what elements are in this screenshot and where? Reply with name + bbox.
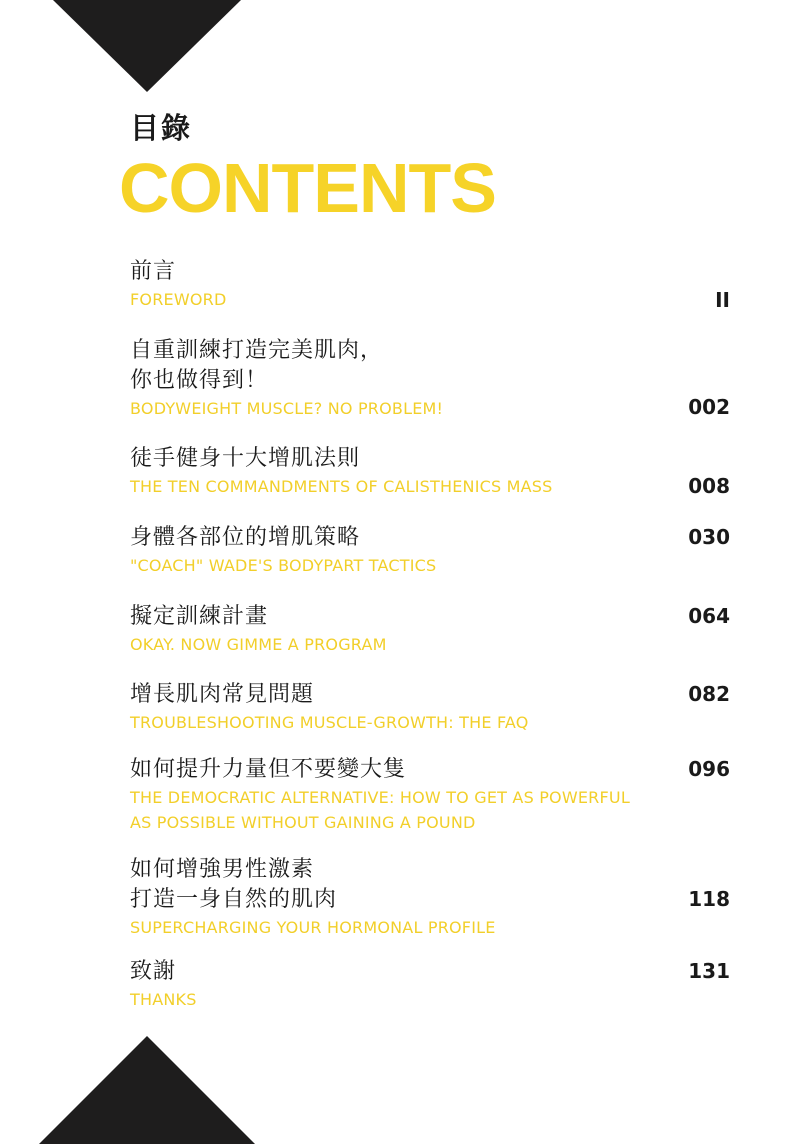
toc-entry-title-en: THE DEMOCRATIC ALTERNATIVE: HOW TO GET AS POWERFUL: [130, 788, 630, 807]
decorative-triangle-top: [53, 0, 241, 92]
toc-entry-title-zh: 如何提升力量但不要變大隻: [130, 757, 407, 782]
toc-entry-democratic-alternative[interactable]: [130, 755, 730, 835]
toc-entry-title-zh: 前言: [130, 259, 177, 284]
toc-entry-title-zh: 致謝: [130, 959, 177, 984]
toc-entry-foreword[interactable]: [130, 257, 730, 312]
contents-heading-chinese: 目錄: [130, 111, 193, 145]
toc-entry-title-en: OKAY. NOW GIMME A PROGRAM: [130, 635, 387, 654]
toc-entry-title-zh: 如何增強男性激素: [130, 857, 315, 882]
toc-entry-page-number: 002: [688, 395, 730, 419]
contents-heading-english: CONTENTS: [119, 149, 496, 227]
toc-entry-hormonal-profile[interactable]: [130, 855, 730, 940]
toc-entry-page-number: 082: [688, 682, 730, 706]
toc-entry-page-number: II: [715, 288, 730, 312]
toc-entry-title-zh: 自重訓練打造完美肌肉，: [130, 338, 384, 363]
toc-entry-title-en: THE TEN COMMANDMENTS OF CALISTHENICS MASS: [130, 477, 553, 496]
toc-entry-page-number: 118: [688, 887, 730, 911]
toc-entry-title-en: TROUBLESHOOTING MUSCLE-GROWTH: THE FAQ: [130, 713, 529, 732]
toc-entry-page-number: 008: [688, 474, 730, 498]
toc-entry-title-en: "COACH" WADE'S BODYPART TACTICS: [130, 556, 437, 575]
toc-entry-title-en: SUPERCHARGING YOUR HORMONAL PROFILE: [130, 918, 496, 937]
toc-entry-page-number: 131: [688, 959, 730, 983]
toc-entry-title-zh-line2: 打造一身自然的肌肉: [130, 887, 338, 912]
toc-entry-title-zh: 擬定訓練計畫: [130, 604, 269, 629]
toc-entry-title-zh-line2: 你也做得到！: [130, 368, 269, 393]
toc-entry-ten-commandments[interactable]: [130, 444, 730, 499]
toc-entry-thanks[interactable]: [130, 957, 730, 1012]
toc-entry-page-number: 064: [688, 604, 730, 628]
toc-entry-page-number: 030: [688, 525, 730, 549]
toc-entry-page-number: 096: [688, 757, 730, 781]
toc-entry-title-en: BODYWEIGHT MUSCLE? NO PROBLEM!: [130, 399, 444, 418]
toc-entry-faq[interactable]: [130, 680, 730, 735]
toc-entry-title-zh: 增長肌肉常見問題: [130, 682, 315, 707]
toc-entry-bodyweight-muscle[interactable]: [130, 336, 730, 421]
toc-entry-title-en-line2: AS POSSIBLE WITHOUT GAINING A POUND: [130, 813, 476, 832]
toc-entry-title-zh: 身體各部位的增肌策略: [130, 525, 361, 550]
toc-entry-title-en: THANKS: [130, 990, 197, 1009]
toc-entry-title-en: FOREWORD: [130, 290, 227, 309]
toc-entry-title-zh: 徒手健身十大增肌法則: [130, 446, 361, 471]
decorative-triangle-bottom: [39, 1036, 255, 1144]
toc-entry-bodypart-tactics[interactable]: [130, 523, 730, 578]
toc-entry-program[interactable]: [130, 602, 730, 657]
